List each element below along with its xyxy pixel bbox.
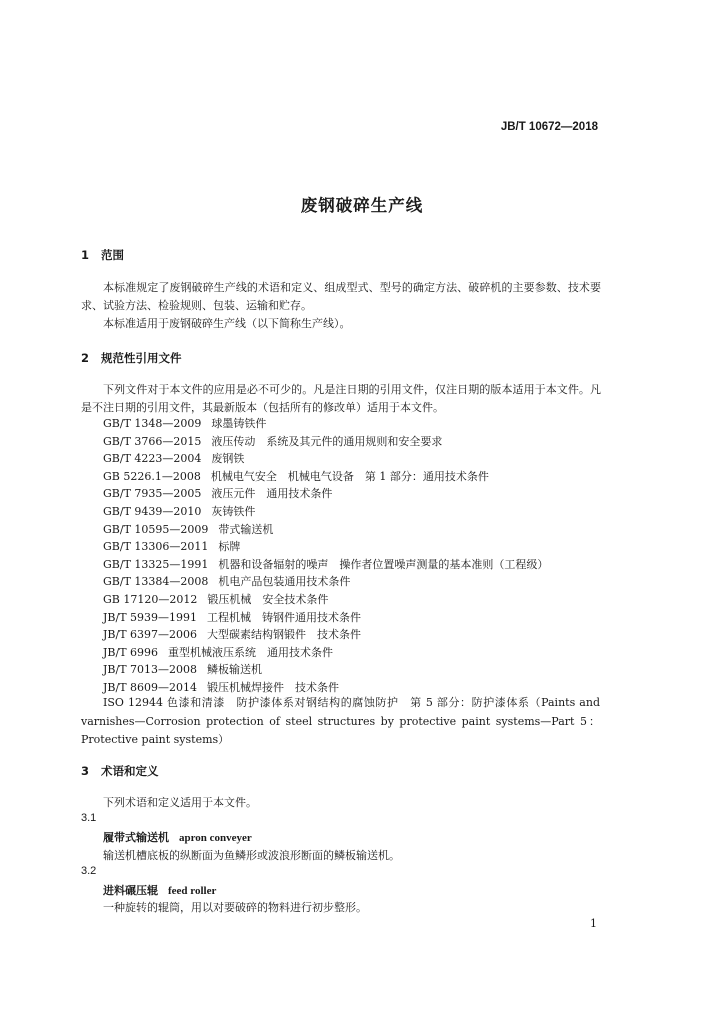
reference-code: GB/T 7935—2005	[103, 487, 202, 501]
reference-code: JB/T 6996	[103, 645, 159, 659]
section-1-paragraph-2: 本标准适用于废钢破碎生产线（以下简称生产线）。	[103, 317, 351, 330]
reference-item	[103, 468, 603, 486]
reference-item	[103, 521, 603, 539]
reference-code: GB/T 9439—2010	[103, 504, 202, 518]
section-number: 3	[81, 764, 90, 778]
term-definition: 一种旋转的辊筒，用以对要破碎的物料进行初步整形。	[103, 901, 367, 914]
normative-reference-list	[103, 415, 603, 697]
iso-reference: ISO 12944 色漆和清漆 防护漆体系对钢结构的腐蚀防护 第 5 部分：防护漆体系（Paints and varnishes—Corrosion protection of steel structures by protective paint systems—Part 5：Protective paint systems）	[81, 696, 600, 746]
reference-item	[103, 485, 603, 503]
term-name-zh: 进料碾压辊	[103, 884, 158, 897]
reference-code: GB/T 1348—2009	[103, 417, 202, 430]
term-name-en: apron conveyer	[179, 832, 252, 844]
reference-title: 大型碳素结构钢锻件 技术条件	[207, 628, 362, 642]
reference-item	[103, 556, 603, 574]
reference-title: 机电产品包装通用技术条件	[218, 575, 351, 589]
reference-title: 液压传动 系统及其元件的通用规则和安全要求	[211, 434, 443, 448]
reference-title: 锻压机械 安全技术条件	[207, 592, 329, 606]
term-number: 3.2	[81, 865, 97, 877]
term-name	[103, 882, 216, 898]
reference-item	[103, 661, 603, 679]
reference-title: 锻压机械焊接件 技术条件	[207, 680, 340, 694]
reference-code: GB 5226.1—2008	[103, 469, 201, 483]
standard-code: JB/T 10672—2018	[500, 121, 598, 133]
reference-code: GB/T 3766—2015	[103, 434, 202, 448]
term-name-en: feed roller	[168, 885, 217, 897]
reference-title: 鳞板输送机	[207, 663, 263, 677]
section-3-heading	[81, 763, 601, 779]
reference-code: GB/T 4223—2004	[103, 452, 202, 466]
reference-item	[103, 573, 603, 591]
reference-item	[103, 538, 603, 556]
section-2-intro: 下列文件对于本文件的应用是必不可少的。凡是注日期的引用文件，仅注日期的版本适用于本文件。凡是不注日期的引用文件，其最新版本（包括所有的修改单）适用于本文件。	[81, 383, 601, 414]
section-number: 1	[81, 248, 90, 262]
reference-item	[103, 609, 603, 627]
reference-item	[103, 433, 603, 451]
reference-code: GB/T 13306—2011	[103, 540, 209, 554]
reference-code: GB 17120—2012	[103, 592, 198, 606]
reference-title: 废钢铁	[211, 452, 245, 466]
reference-item	[103, 450, 603, 468]
section-1-heading	[81, 247, 601, 263]
reference-title: 球墨铸铁件	[211, 417, 267, 430]
reference-title: 灰铸铁件	[211, 504, 256, 518]
section-title: 范围	[101, 248, 124, 262]
reference-item	[103, 591, 603, 609]
page-number: 1	[590, 917, 597, 930]
term-number: 3.1	[81, 812, 97, 824]
reference-code: GB/T 13325—1991	[103, 557, 209, 571]
reference-code: JB/T 7013—2008	[103, 663, 198, 677]
reference-title: 机械电气安全 机械电气设备 第 1 部分：通用技术条件	[210, 469, 489, 483]
reference-title: 重型机械液压系统 通用技术条件	[168, 645, 334, 659]
section-2-heading	[81, 350, 601, 366]
section-1-paragraph-1: 本标准规定了废钢破碎生产线的术语和定义、组成型式、型号的确定方法、破碎机的主要参数、技术要求、试验方法、检验规则、包装、运输和贮存。	[81, 281, 601, 312]
section-3-intro: 下列术语和定义适用于本文件。	[103, 796, 257, 809]
reference-item	[103, 644, 603, 662]
reference-title: 机器和设备辐射的噪声 操作者位置噪声测量的基本准则（工程级）	[218, 557, 549, 571]
reference-item	[103, 503, 603, 521]
section-number: 2	[81, 351, 90, 365]
reference-title: 标牌	[218, 540, 241, 554]
reference-code: JB/T 8609—2014	[103, 680, 198, 694]
reference-item	[103, 415, 603, 433]
reference-code: GB/T 10595—2009	[103, 522, 209, 536]
term-name-zh: 履带式输送机	[103, 831, 169, 844]
section-title: 规范性引用文件	[101, 351, 182, 365]
term-name	[103, 829, 252, 845]
section-title: 术语和定义	[101, 764, 159, 778]
reference-code: JB/T 5939—1991	[103, 610, 198, 624]
reference-title: 工程机械 铸钢件通用技术条件	[207, 610, 362, 624]
reference-code: JB/T 6397—2006	[103, 628, 198, 642]
reference-title: 带式输送机	[218, 522, 274, 536]
document-title: 废钢破碎生产线	[300, 196, 424, 215]
reference-item	[103, 626, 603, 644]
term-definition: 输送机槽底板的纵断面为鱼鳞形或波浪形断面的鳞板输送机。	[103, 849, 400, 862]
reference-title: 液压元件 通用技术条件	[211, 487, 333, 501]
reference-code: GB/T 13384—2008	[103, 575, 209, 589]
